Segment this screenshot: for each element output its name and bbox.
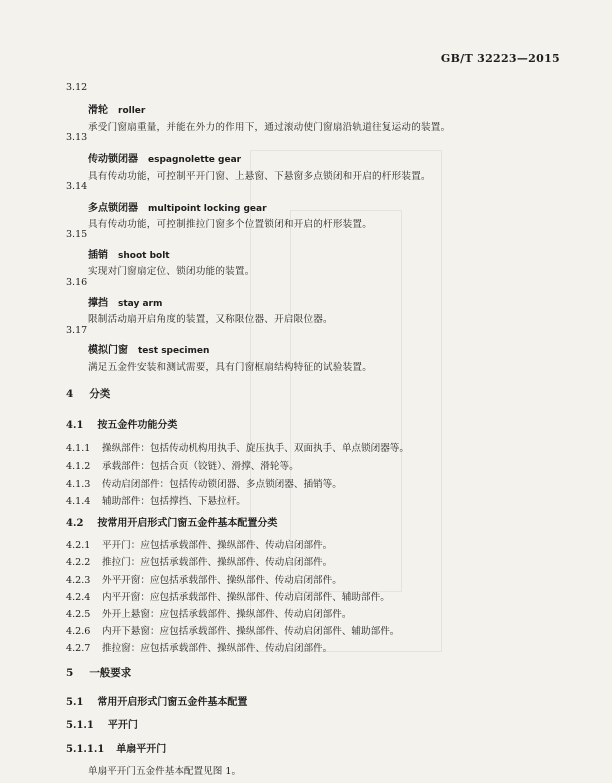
item-text: 平开门：应包括承载部件、操纵部件、传动启闭部件。 xyxy=(102,540,333,551)
subsection-number: 4.1 xyxy=(66,420,84,431)
subsection-title: 常用开启形式门窗五金件基本配置 xyxy=(97,697,248,708)
section-number: 4 xyxy=(66,388,74,400)
list-item xyxy=(66,606,351,620)
list-item xyxy=(66,458,299,472)
subsection-title: 按五金件功能分类 xyxy=(97,420,178,431)
item-number: 4.1.3 xyxy=(66,479,91,490)
list-item xyxy=(66,476,342,490)
item-number: 4.2.5 xyxy=(66,609,91,620)
item-number: 4.2.7 xyxy=(66,643,91,654)
term-title xyxy=(88,150,241,165)
section-title: 一般要求 xyxy=(89,667,132,679)
item-number: 4.1.1 xyxy=(66,443,91,454)
body-text: 单扇平开门五金件基本配置见图 1。 xyxy=(88,766,242,777)
standard-number: GB/T 32223—2015 xyxy=(440,52,560,65)
section-heading xyxy=(66,386,110,401)
term-title xyxy=(88,246,170,261)
item-number: 4.2.4 xyxy=(66,592,91,603)
subsection-number: 5.1 xyxy=(66,697,84,708)
subsubsection-title: 平开门 xyxy=(107,720,138,731)
item-number: 4.2.1 xyxy=(66,540,91,551)
item-text: 推拉窗：应包括承载部件、操纵部件、传动启闭部件。 xyxy=(102,643,333,654)
item-text: 推拉门：应包括承载部件、操纵部件、传动启闭部件。 xyxy=(102,557,333,568)
clause-number: 3.16 xyxy=(66,277,88,288)
term-en: test specimen xyxy=(138,346,210,356)
term-cn: 传动锁闭器 xyxy=(88,154,138,165)
subsection-heading xyxy=(66,693,247,708)
term-definition: 具有传动功能，可控制平开门窗、上悬窗、下悬窗多点锁闭和开启的杆形装置。 xyxy=(88,171,431,182)
subsubsubsection-number: 5.1.1.1 xyxy=(66,744,105,755)
term-en: espagnolette gear xyxy=(148,155,242,165)
term-definition: 满足五金件安装和测试需要，具有门窗框扇结构特征的试验装置。 xyxy=(88,362,373,373)
list-item xyxy=(66,623,399,637)
item-text: 外平开窗：应包括承载部件、操纵部件、传动启闭部件。 xyxy=(102,575,342,586)
item-text: 外开上悬窗：应包括承载部件、操纵部件、传动启闭部件。 xyxy=(102,609,352,620)
subsubsection-number: 5.1.1 xyxy=(66,720,94,731)
section-title: 分类 xyxy=(89,388,111,400)
term-definition: 具有传动功能，可控制推拉门窗多个位置锁闭和开启的杆形装置。 xyxy=(88,219,373,230)
list-item xyxy=(66,572,342,586)
term-en: stay arm xyxy=(118,299,163,309)
item-number: 4.2.6 xyxy=(66,626,91,637)
clause-number: 3.14 xyxy=(66,181,88,192)
clause-number: 3.12 xyxy=(66,82,88,93)
term-cn: 插销 xyxy=(88,250,108,261)
scan-artifact xyxy=(290,210,402,592)
term-cn: 撑挡 xyxy=(88,298,108,309)
item-number: 4.1.4 xyxy=(66,496,91,507)
term-en: roller xyxy=(118,106,146,116)
term-title xyxy=(88,199,267,214)
term-definition: 承受门窗扇重量，并能在外力的作用下，通过滚动使门窗扇沿轨道往复运动的装置。 xyxy=(88,122,451,133)
subsection-heading xyxy=(66,514,277,529)
section-number: 5 xyxy=(66,667,74,679)
clause-number: 3.15 xyxy=(66,229,88,240)
item-text: 内平开窗：应包括承载部件、操纵部件、传动启闭部件、辅助部件。 xyxy=(102,592,390,603)
list-item xyxy=(66,493,246,507)
term-definition: 实现对门窗扇定位、锁闭功能的装置。 xyxy=(88,266,255,277)
subsection-number: 4.2 xyxy=(66,518,84,529)
term-cn: 模拟门窗 xyxy=(88,345,128,356)
term-title xyxy=(88,294,162,309)
clause-number: 3.13 xyxy=(66,132,88,143)
subsection-heading xyxy=(66,416,177,431)
term-en: shoot bolt xyxy=(118,251,170,261)
item-text: 辅助部件：包括撑挡、下悬拉杆。 xyxy=(102,496,246,507)
term-title xyxy=(88,341,209,356)
item-text: 操纵部件：包括传动机构用执手、旋压执手、双面执手、单点锁闭器等。 xyxy=(102,443,409,454)
item-text: 内开下悬窗：应包括承载部件、操纵部件、传动启闭部件、辅助部件。 xyxy=(102,626,400,637)
item-number: 4.2.3 xyxy=(66,575,91,586)
section-heading xyxy=(66,665,131,680)
item-number: 4.2.2 xyxy=(66,557,91,568)
clause-number: 3.17 xyxy=(66,325,88,336)
term-definition: 限制活动扇开启角度的装置，又称限位器、开启限位器。 xyxy=(88,314,333,325)
subsubsection-heading xyxy=(66,716,138,731)
term-title xyxy=(88,101,145,116)
list-item xyxy=(66,554,332,568)
list-item xyxy=(66,640,332,654)
subsection-title: 按常用开启形式门窗五金件基本配置分类 xyxy=(97,518,278,529)
term-cn: 多点锁闭器 xyxy=(88,203,138,214)
term-cn: 滑轮 xyxy=(88,105,108,116)
term-en: multipoint locking gear xyxy=(148,204,267,214)
subsubsubsection-title: 单扇平开门 xyxy=(116,744,167,755)
item-text: 承载部件：包括合页（铰链）、滑撑、滑轮等。 xyxy=(102,461,299,472)
item-text: 传动启闭部件：包括传动锁闭器、多点锁闭器、插销等。 xyxy=(102,479,342,490)
list-item xyxy=(66,537,332,551)
list-item xyxy=(66,440,409,454)
item-number: 4.1.2 xyxy=(66,461,91,472)
list-item xyxy=(66,589,390,603)
subsubsubsection-heading xyxy=(66,740,166,755)
